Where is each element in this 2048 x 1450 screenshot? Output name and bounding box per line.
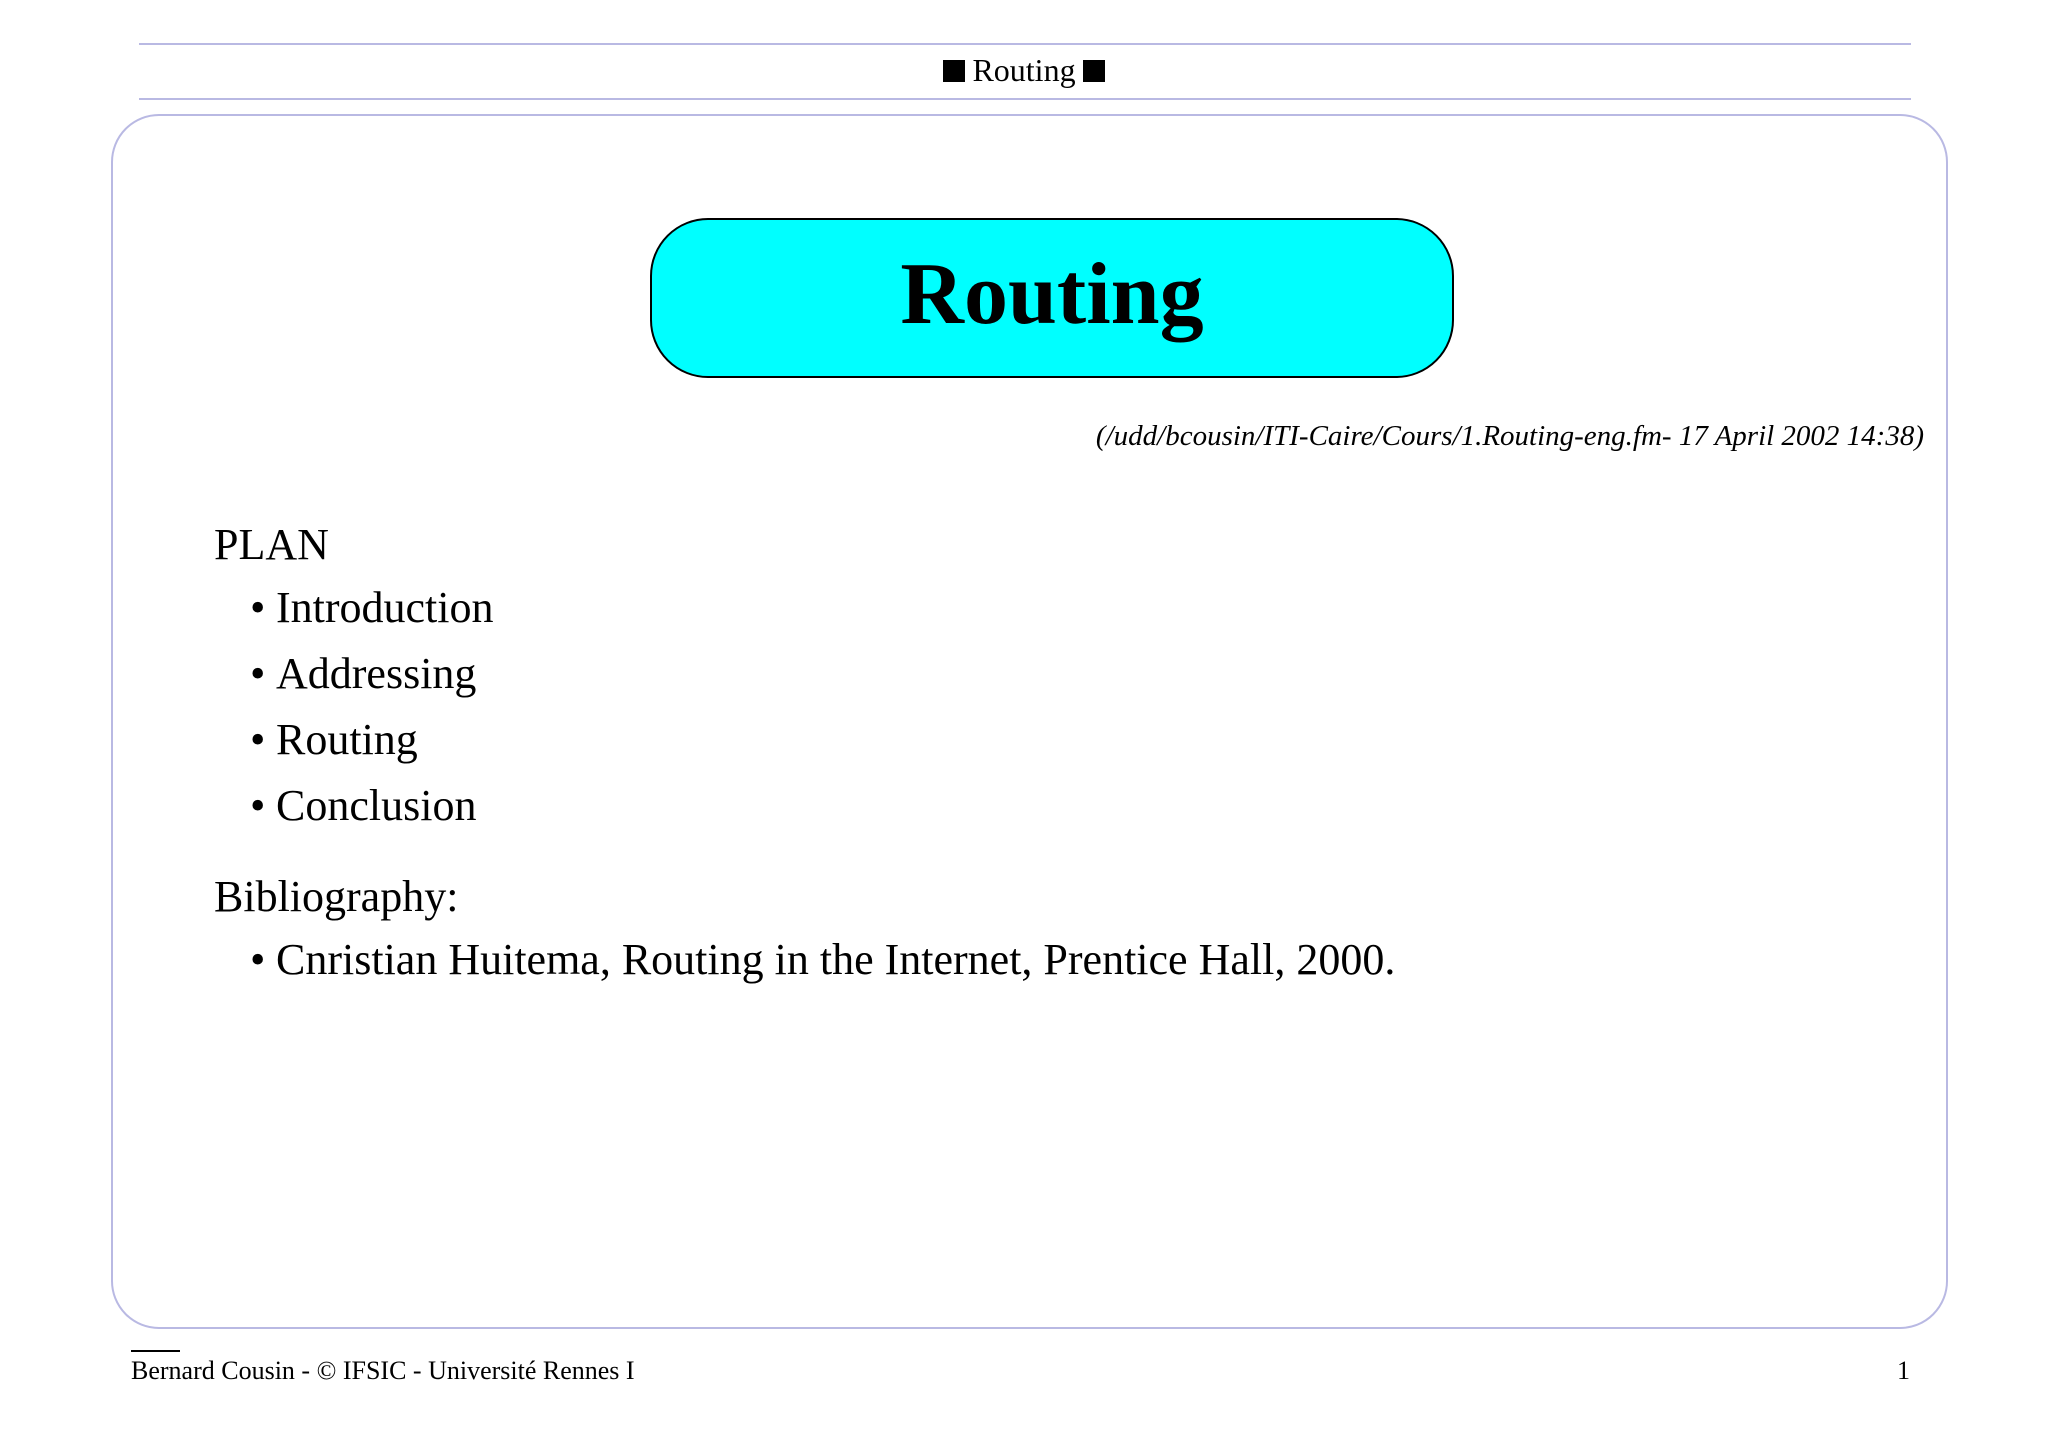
bullet-icon: •: [250, 583, 266, 632]
list-item: [250, 927, 1395, 993]
list-item-label: Introduction: [276, 583, 494, 632]
bibliography-heading: Bibliography:: [214, 872, 459, 921]
list-item-label: Routing: [276, 715, 418, 764]
list-item-label: Addressing: [276, 649, 477, 698]
header-title: Routing: [972, 52, 1076, 88]
slide-title: Routing: [900, 246, 1204, 343]
footer-rule: [131, 1350, 180, 1352]
bullet-icon: •: [250, 935, 266, 984]
list-item: [250, 641, 1395, 707]
black-square-icon: [1083, 60, 1105, 82]
section-gap: [214, 839, 1395, 867]
header-bottom-rule: [139, 98, 1911, 100]
footer-author: Bernard Cousin - © IFSIC - Université Rennes I: [131, 1356, 635, 1385]
page-header: [0, 50, 2048, 90]
page-number: 1: [1897, 1356, 1910, 1385]
list-item: [250, 773, 1395, 839]
bullet-icon: •: [250, 649, 266, 698]
black-square-icon: [943, 60, 965, 82]
list-item-label: Conclusion: [276, 781, 477, 830]
plan-heading: PLAN: [214, 520, 329, 569]
slide-content: [214, 515, 1395, 993]
header-top-rule: [139, 43, 1911, 45]
list-item: [250, 575, 1395, 641]
bibliography-list: [214, 927, 1395, 993]
list-item: [250, 707, 1395, 773]
bullet-icon: •: [250, 715, 266, 764]
bullet-icon: •: [250, 781, 266, 830]
list-item-label: Cnristian Huitema, Routing in the Internet, Prentice Hall, 2000.: [276, 935, 1396, 984]
source-file-path: (/udd/bcousin/ITI-Caire/Cours/1.Routing-eng.fm- 17 April 2002 14:38): [1095, 420, 1924, 452]
slide-title-box: [650, 218, 1454, 378]
plan-list: [214, 575, 1395, 839]
